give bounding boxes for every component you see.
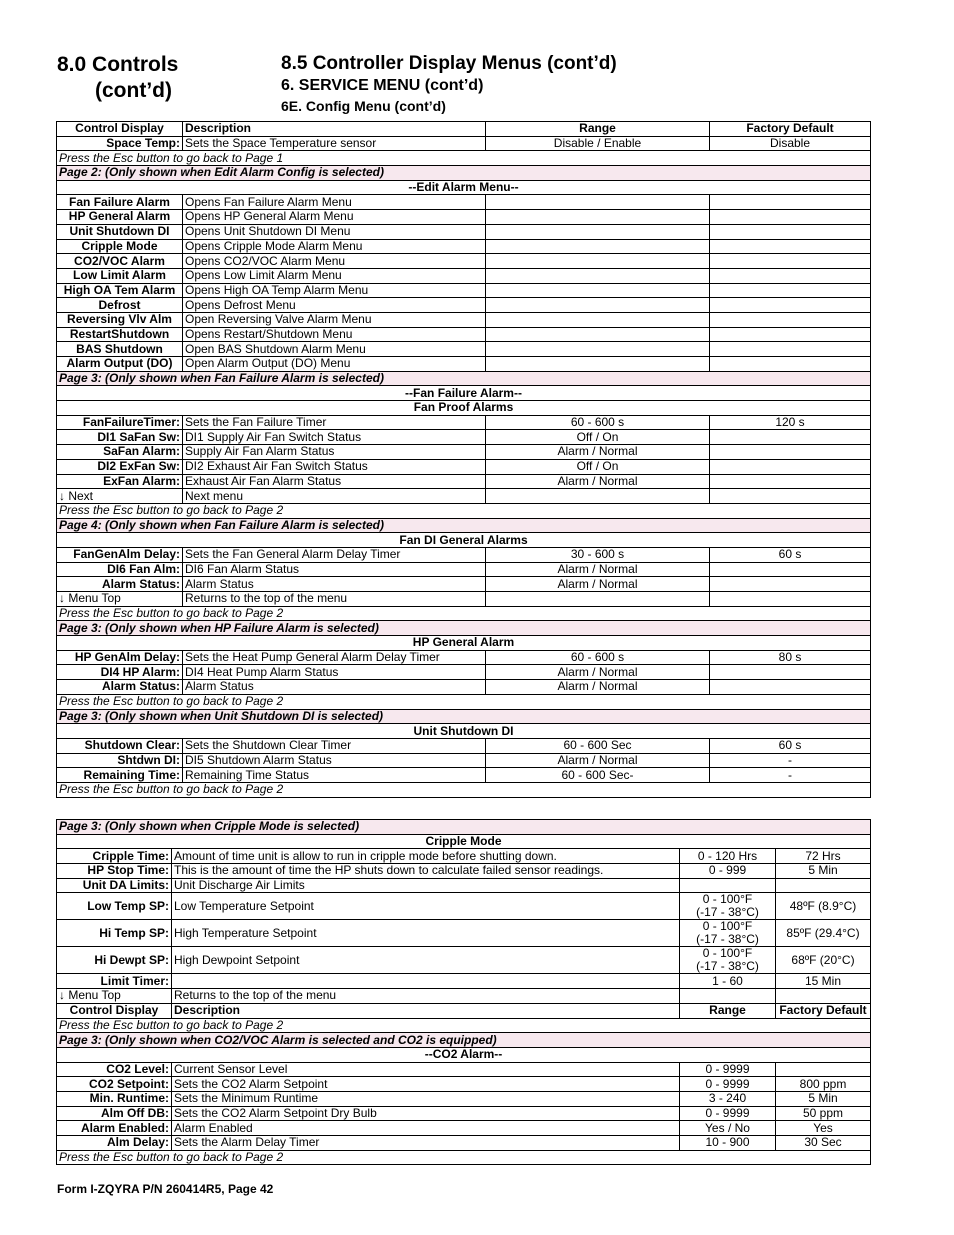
menu-heading-text: Fan Proof Alarms: [57, 401, 871, 416]
menu-heading-text: --CO2 Alarm--: [57, 1047, 871, 1062]
factory-default-cell: [710, 210, 871, 225]
control-display-cell: Alarm Output (DO): [57, 357, 183, 372]
factory-default-cell: 80 s: [710, 650, 871, 665]
factory-default-cell: [710, 562, 871, 577]
description-cell: Sets the Alarm Delay Timer: [172, 1136, 680, 1151]
description-cell: High Temperature Setpoint: [172, 920, 680, 947]
factory-default-cell: -: [710, 768, 871, 783]
range-cell: 0 - 9999: [680, 1077, 776, 1092]
range-cell: 3 - 240: [680, 1091, 776, 1106]
menu-heading-text: Fan DI General Alarms: [57, 533, 871, 548]
range-cell: [680, 947, 776, 974]
table-row: [57, 210, 871, 225]
page-subsubtitle: 6E. Config Menu (cont’d): [281, 98, 446, 114]
table-row: [57, 768, 871, 783]
description-cell: DI2 Exhaust Air Fan Switch Status: [183, 459, 486, 474]
factory-default-cell: [710, 357, 871, 372]
table-row: [57, 474, 871, 489]
range-celsius: (-17 - 38°C): [696, 932, 759, 947]
factory-default-cell: [710, 592, 871, 607]
control-display-cell: DI6 Fan Alm:: [57, 562, 183, 577]
control-display-cell: SaFan Alarm:: [57, 445, 183, 460]
description-cell: Remaining Time Status: [183, 768, 486, 783]
table-row: [57, 195, 871, 210]
range-fahrenheit: 0 - 100°F: [702, 946, 753, 961]
description-cell: Returns to the top of the menu: [183, 592, 486, 607]
config-table-2-body: [57, 820, 871, 1165]
menu-heading-text: HP General Alarm: [57, 636, 871, 651]
description-cell: Open Alarm Output (DO) Menu: [183, 357, 486, 372]
description-cell: Sets the Space Temperature sensor: [183, 136, 486, 151]
factory-default-cell: Disable: [710, 136, 871, 151]
control-display-cell: Cripple Mode: [57, 239, 183, 254]
esc-note-text: Press the Esc button to go back to Page 2: [57, 1018, 871, 1033]
control-display-cell: FanFailureTimer:: [57, 415, 183, 430]
description-cell: Opens CO2/VOC Alarm Menu: [183, 254, 486, 269]
page-banner-text: Page 4: (Only shown when Fan Failure Alarm is selected): [57, 518, 871, 533]
range-cell: [486, 268, 710, 283]
range-cell: Alarm / Normal: [486, 665, 710, 680]
table-row: [57, 878, 871, 893]
description-cell: Sets the Fan Failure Timer: [183, 415, 486, 430]
table-row: [57, 989, 871, 1004]
range-cell: 60 - 600 Sec-: [486, 768, 710, 783]
range-celsius: (-17 - 38°C): [696, 905, 759, 920]
range-cell: [680, 893, 776, 920]
range-cell: [486, 195, 710, 210]
range-cell: Alarm / Normal: [486, 680, 710, 695]
description-cell: Amount of time unit is allow to run in cripple mode before shutting down.: [172, 849, 680, 864]
description-cell: Unit Discharge Air Limits: [172, 878, 680, 893]
factory-default-cell: 5 Min: [776, 864, 871, 879]
col-header-factory-default: Factory Default: [776, 1003, 871, 1018]
table-row: [57, 1121, 871, 1136]
factory-default-cell: 50 ppm: [776, 1106, 871, 1121]
description-cell: Alarm Status: [183, 577, 486, 592]
control-display-cell: RestartShutdown: [57, 327, 183, 342]
control-display-cell: Alarm Status:: [57, 577, 183, 592]
range-cell: Alarm / Normal: [486, 562, 710, 577]
table-row: [57, 136, 871, 151]
control-display-cell: DI4 HP Alarm:: [57, 665, 183, 680]
control-display-cell: Fan Failure Alarm: [57, 195, 183, 210]
table-row: [57, 974, 871, 989]
description-cell: Opens Unit Shutdown DI Menu: [183, 224, 486, 239]
range-fahrenheit: 0 - 100°F: [702, 919, 753, 934]
factory-default-cell: [710, 239, 871, 254]
description-cell: Opens Low Limit Alarm Menu: [183, 268, 486, 283]
description-cell: Sets the CO2 Alarm Setpoint Dry Bulb: [172, 1106, 680, 1121]
factory-default-cell: 68ºF (20°C): [776, 947, 871, 974]
control-display-cell: Cripple Time:: [57, 849, 172, 864]
range-cell: 0 - 999: [680, 864, 776, 879]
col-header-description: Description: [172, 1003, 680, 1018]
menu-heading: [57, 401, 871, 416]
range-cell: 60 - 600 s: [486, 650, 710, 665]
factory-default-cell: [710, 298, 871, 313]
control-display-cell: HP GenAlm Delay:: [57, 650, 183, 665]
range-cell: Alarm / Normal: [486, 445, 710, 460]
control-display-cell: Min. Runtime:: [57, 1091, 172, 1106]
section-cont: (cont’d): [95, 79, 172, 102]
page-banner-text: Page 3: (Only shown when Unit Shutdown DI is selected): [57, 709, 871, 724]
table-row: [57, 489, 871, 504]
control-display-cell: ExFan Alarm:: [57, 474, 183, 489]
range-cell: Yes / No: [680, 1121, 776, 1136]
table-row: [57, 577, 871, 592]
range-cell: 1 - 60: [680, 974, 776, 989]
description-cell: DI4 Heat Pump Alarm Status: [183, 665, 486, 680]
factory-default-cell: [776, 1062, 871, 1077]
control-display-cell: CO2 Level:: [57, 1062, 172, 1077]
range-cell: [486, 592, 710, 607]
range-cell: [486, 210, 710, 225]
table-row: [57, 312, 871, 327]
factory-default-cell: [710, 224, 871, 239]
control-display-cell: CO2 Setpoint:: [57, 1077, 172, 1092]
description-cell: Low Temperature Setpoint: [172, 893, 680, 920]
range-cell: Off / On: [486, 430, 710, 445]
table-row: [57, 920, 871, 947]
control-display-cell: DI1 SaFan Sw:: [57, 430, 183, 445]
control-display-cell: Limit Timer:: [57, 974, 172, 989]
description-cell: Opens Cripple Mode Alarm Menu: [183, 239, 486, 254]
factory-default-cell: [710, 459, 871, 474]
control-display-cell: Reversing Vlv Alm: [57, 312, 183, 327]
factory-default-cell: [776, 989, 871, 1004]
range-cell: [486, 357, 710, 372]
range-cell: Off / On: [486, 459, 710, 474]
page-banner-text: Page 2: (Only shown when Edit Alarm Config is selected): [57, 166, 871, 181]
table-row: [57, 327, 871, 342]
page-banner-text: Page 3: (Only shown when Fan Failure Alarm is selected): [57, 371, 871, 386]
description-cell: Sets the CO2 Alarm Setpoint: [172, 1077, 680, 1092]
factory-default-cell: [776, 878, 871, 893]
page-banner-text: Page 3: (Only shown when HP Failure Alarm is selected): [57, 621, 871, 636]
table-row: [57, 1062, 871, 1077]
esc-note: [57, 782, 871, 797]
control-display-cell: BAS Shutdown: [57, 342, 183, 357]
table-row: [57, 947, 871, 974]
factory-default-cell: 60 s: [710, 738, 871, 753]
description-cell: Next menu: [183, 489, 486, 504]
control-display-cell: HP Stop Time:: [57, 864, 172, 879]
factory-default-cell: [710, 430, 871, 445]
table-row: [57, 283, 871, 298]
range-cell: 30 - 600 s: [486, 547, 710, 562]
page-header: [281, 52, 617, 116]
range-cell: Alarm / Normal: [486, 753, 710, 768]
range-cell: [486, 342, 710, 357]
table-row: [57, 1106, 871, 1121]
description-cell: DI1 Supply Air Fan Switch Status: [183, 430, 486, 445]
control-display-cell: Unit Shutdown DI: [57, 224, 183, 239]
factory-default-cell: 48ºF (8.9°C): [776, 893, 871, 920]
factory-default-cell: 60 s: [710, 547, 871, 562]
table-row: [57, 268, 871, 283]
esc-note: [57, 1150, 871, 1165]
factory-default-cell: [710, 312, 871, 327]
description-cell: High Dewpoint Setpoint: [172, 947, 680, 974]
control-display-cell: Alm Delay:: [57, 1136, 172, 1151]
page-banner-text: Page 3: (Only shown when Cripple Mode is selected): [57, 820, 871, 835]
table-row: [57, 357, 871, 372]
esc-note-text: Press the Esc button to go back to Page 2: [57, 782, 871, 797]
table-row: [57, 342, 871, 357]
section-name: 8.0 Controls: [57, 53, 179, 76]
col-header-range: Range: [486, 122, 710, 137]
esc-note: [57, 151, 871, 166]
table-row: [57, 864, 871, 879]
column-header-row: [57, 122, 871, 137]
factory-default-cell: [710, 342, 871, 357]
control-display-cell: Shtdwn DI:: [57, 753, 183, 768]
range-cell: [486, 254, 710, 269]
table-row: [57, 430, 871, 445]
description-cell: Opens Restart/Shutdown Menu: [183, 327, 486, 342]
page-banner: [57, 621, 871, 636]
table-row: [57, 1136, 871, 1151]
range-cell: [486, 489, 710, 504]
esc-note: [57, 694, 871, 709]
page-banner: [57, 371, 871, 386]
description-cell: Sets the Heat Pump General Alarm Delay Timer: [183, 650, 486, 665]
menu-heading: [57, 1047, 871, 1062]
range-cell: 60 - 600 s: [486, 415, 710, 430]
range-cell: [486, 224, 710, 239]
factory-default-cell: [710, 489, 871, 504]
description-cell: Alarm Enabled: [172, 1121, 680, 1136]
control-display-cell: CO2/VOC Alarm: [57, 254, 183, 269]
control-display-cell: Low Limit Alarm: [57, 268, 183, 283]
control-display-cell: Space Temp:: [57, 136, 183, 151]
factory-default-cell: 120 s: [710, 415, 871, 430]
config-table-1: [56, 121, 871, 798]
description-cell: Sets the Minimum Runtime: [172, 1091, 680, 1106]
menu-heading-text: --Fan Failure Alarm--: [57, 386, 871, 401]
table-row: [57, 849, 871, 864]
range-cell: Disable / Enable: [486, 136, 710, 151]
description-cell: Exhaust Air Fan Alarm Status: [183, 474, 486, 489]
page-banner: [57, 1033, 871, 1048]
table-row: [57, 738, 871, 753]
factory-default-cell: [710, 577, 871, 592]
control-display-cell: Defrost: [57, 298, 183, 313]
factory-default-cell: 30 Sec: [776, 1136, 871, 1151]
table-row: [57, 562, 871, 577]
description-cell: Sets the Fan General Alarm Delay Timer: [183, 547, 486, 562]
factory-default-cell: 800 ppm: [776, 1077, 871, 1092]
esc-note-text: Press the Esc button to go back to Page 2: [57, 606, 871, 621]
page-banner: [57, 166, 871, 181]
factory-default-cell: [710, 665, 871, 680]
menu-top-cell: ↓ Menu Top: [57, 592, 183, 607]
control-display-cell: DI2 ExFan Sw:: [57, 459, 183, 474]
control-display-cell: High OA Tem Alarm: [57, 283, 183, 298]
description-cell: Opens High OA Temp Alarm Menu: [183, 283, 486, 298]
menu-heading: [57, 724, 871, 739]
esc-note-text: Press the Esc button to go back to Page 2: [57, 1150, 871, 1165]
range-cell: [486, 312, 710, 327]
table-row: [57, 680, 871, 695]
factory-default-cell: [710, 474, 871, 489]
table-row: [57, 592, 871, 607]
table-row: [57, 650, 871, 665]
table-row: [57, 298, 871, 313]
menu-heading-text: Unit Shutdown DI: [57, 724, 871, 739]
menu-heading: [57, 386, 871, 401]
table-row: [57, 665, 871, 680]
range-celsius: (-17 - 38°C): [696, 959, 759, 974]
control-display-cell: HP General Alarm: [57, 210, 183, 225]
config-table-2: [56, 819, 871, 1165]
col-header-range: Range: [680, 1003, 776, 1018]
control-display-cell: Remaining Time:: [57, 768, 183, 783]
factory-default-cell: [710, 195, 871, 210]
range-fahrenheit: 0 - 100°F: [702, 892, 753, 907]
table-row: [57, 1077, 871, 1092]
control-display-cell: Low Temp SP:: [57, 893, 172, 920]
range-cell: [486, 298, 710, 313]
factory-default-cell: 15 Min: [776, 974, 871, 989]
menu-heading: [57, 834, 871, 849]
control-display-cell: Hi Dewpt SP:: [57, 947, 172, 974]
description-cell: Open BAS Shutdown Alarm Menu: [183, 342, 486, 357]
description-cell: Alarm Status: [183, 680, 486, 695]
range-cell: [486, 283, 710, 298]
range-cell: 0 - 9999: [680, 1106, 776, 1121]
factory-default-cell: [710, 254, 871, 269]
next-cell: ↓ Next: [57, 489, 183, 504]
description-cell: This is the amount of time the HP shuts down to calculate failed sensor readings.: [172, 864, 680, 879]
esc-note-text: Press the Esc button to go back to Page 2: [57, 503, 871, 518]
page-banner: [57, 518, 871, 533]
page-subtitle: 6. SERVICE MENU (cont’d): [281, 77, 484, 94]
config-table-1-body: [57, 122, 871, 798]
control-display-cell: Unit DA Limits:: [57, 878, 172, 893]
table-row: [57, 547, 871, 562]
menu-heading: [57, 180, 871, 195]
description-cell: Opens Fan Failure Alarm Menu: [183, 195, 486, 210]
table-row: [57, 445, 871, 460]
menu-top-cell: ↓ Menu Top: [57, 989, 172, 1004]
table-row: [57, 753, 871, 768]
range-cell: [486, 239, 710, 254]
range-cell: [680, 989, 776, 1004]
page-title: 8.5 Controller Display Menus (cont’d): [281, 53, 617, 74]
table-row: [57, 459, 871, 474]
col-header-control-display: Control Display: [57, 1003, 172, 1018]
control-display-cell: Shutdown Clear:: [57, 738, 183, 753]
factory-default-cell: -: [710, 753, 871, 768]
description-cell: Returns to the top of the menu: [172, 989, 680, 1004]
description-cell: Opens Defrost Menu: [183, 298, 486, 313]
range-cell: Alarm / Normal: [486, 577, 710, 592]
table-row: [57, 415, 871, 430]
esc-note: [57, 1018, 871, 1033]
range-cell: Alarm / Normal: [486, 474, 710, 489]
control-display-cell: Alarm Status:: [57, 680, 183, 695]
section-title: [57, 52, 178, 104]
table-row: [57, 239, 871, 254]
column-header-row: [57, 1003, 871, 1018]
description-cell: [172, 974, 680, 989]
page-footer: Form I-ZQYRA P/N 260414R5, Page 42: [57, 1182, 274, 1196]
range-cell: 10 - 900: [680, 1136, 776, 1151]
page-banner-text: Page 3: (Only shown when CO2/VOC Alarm is selected and CO2 is equipped): [57, 1033, 871, 1048]
range-cell: [486, 327, 710, 342]
menu-heading: [57, 533, 871, 548]
description-cell: Opens HP General Alarm Menu: [183, 210, 486, 225]
description-cell: Current Sensor Level: [172, 1062, 680, 1077]
range-cell: 60 - 600 Sec: [486, 738, 710, 753]
range-cell: [680, 920, 776, 947]
factory-default-cell: 72 Hrs: [776, 849, 871, 864]
menu-heading-text: Cripple Mode: [57, 834, 871, 849]
control-display-cell: Hi Temp SP:: [57, 920, 172, 947]
description-cell: Supply Air Fan Alarm Status: [183, 445, 486, 460]
factory-default-cell: [710, 445, 871, 460]
range-cell: 0 - 120 Hrs: [680, 849, 776, 864]
page-banner: [57, 820, 871, 835]
factory-default-cell: [710, 680, 871, 695]
table-row: [57, 224, 871, 239]
menu-heading: [57, 636, 871, 651]
factory-default-cell: 5 Min: [776, 1091, 871, 1106]
table-row: [57, 254, 871, 269]
esc-note: [57, 606, 871, 621]
factory-default-cell: 85ºF (29.4°C): [776, 920, 871, 947]
description-cell: DI5 Shutdown Alarm Status: [183, 753, 486, 768]
factory-default-cell: Yes: [776, 1121, 871, 1136]
table-row: [57, 893, 871, 920]
factory-default-cell: [710, 327, 871, 342]
esc-note-text: Press the Esc button to go back to Page 2: [57, 694, 871, 709]
description-cell: DI6 Fan Alarm Status: [183, 562, 486, 577]
control-display-cell: Alarm Enabled:: [57, 1121, 172, 1136]
esc-note-text: Press the Esc button to go back to Page 1: [57, 151, 871, 166]
factory-default-cell: [710, 283, 871, 298]
control-display-cell: FanGenAlm Delay:: [57, 547, 183, 562]
description-cell: Open Reversing Valve Alarm Menu: [183, 312, 486, 327]
control-display-cell: Alm Off DB:: [57, 1106, 172, 1121]
factory-default-cell: [710, 268, 871, 283]
table-row: [57, 1091, 871, 1106]
description-cell: Sets the Shutdown Clear Timer: [183, 738, 486, 753]
col-header-factory-default: Factory Default: [710, 122, 871, 137]
range-cell: 0 - 9999: [680, 1062, 776, 1077]
col-header-description: Description: [183, 122, 486, 137]
esc-note: [57, 503, 871, 518]
menu-heading-text: --Edit Alarm Menu--: [57, 180, 871, 195]
page-banner: [57, 709, 871, 724]
col-header-control-display: Control Display: [57, 122, 183, 137]
range-cell: [680, 878, 776, 893]
